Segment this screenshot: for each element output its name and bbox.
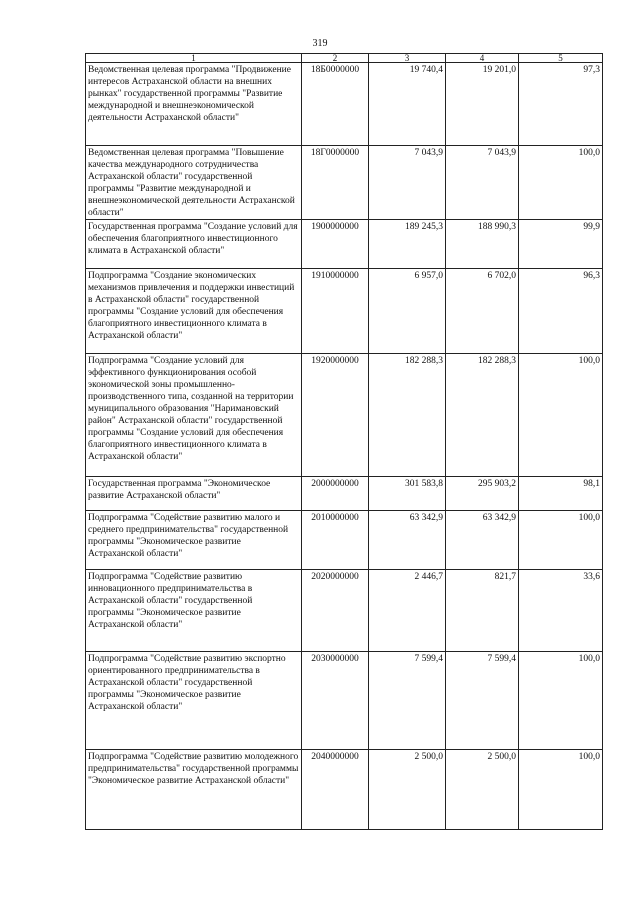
program-code-cell: 1910000000 [302, 269, 369, 354]
table-row [86, 354, 603, 477]
budget-table [85, 53, 603, 830]
program-name-cell: Ведомственная целевая программа "Повышение качества международного сотрудничества Астраханской области" государственной программы "Развитие международной и внешнеэкономической деятельности Астраханской области" [86, 146, 302, 220]
executed-amount-cell: 19 201,0 [446, 63, 519, 146]
column-header-2: 2 [302, 54, 369, 63]
column-header-3: 3 [369, 54, 446, 63]
program-code-cell: 2020000000 [302, 570, 369, 652]
execution-percent-cell: 100,0 [519, 750, 603, 830]
planned-amount-cell: 19 740,4 [369, 63, 446, 146]
program-code-cell: 1900000000 [302, 220, 369, 269]
program-name-cell: Государственная программа "Создание условий для обеспечения благоприятного инвестиционного климата в Астраханской области" [86, 220, 302, 269]
table-header-row [86, 54, 603, 63]
executed-amount-cell: 7 599,4 [446, 652, 519, 750]
program-name-cell: Подпрограмма "Содействие развитию молодежного предпринимательства" государственной программы "Экономическое развитие Астраханской области" [86, 750, 302, 830]
executed-amount-cell: 188 990,3 [446, 220, 519, 269]
executed-amount-cell: 821,7 [446, 570, 519, 652]
executed-amount-cell: 63 342,9 [446, 511, 519, 570]
execution-percent-cell: 100,0 [519, 146, 603, 220]
table-row [86, 220, 603, 269]
program-name-cell: Подпрограмма "Содействие развитию инновационного предпринимательства в Астраханской области" государственной программы "Экономическое развитие Астраханской области" [86, 570, 302, 652]
execution-percent-cell: 100,0 [519, 652, 603, 750]
page-number: 319 [312, 38, 328, 49]
executed-amount-cell: 6 702,0 [446, 269, 519, 354]
execution-percent-cell: 96,3 [519, 269, 603, 354]
program-name-cell: Подпрограмма "Создание экономических механизмов привлечения и поддержки инвестиций в Астраханской области" государственной программы "Создание условий для обеспечения благоприятного инвестиционного климата в Астраханской области" [86, 269, 302, 354]
column-header-1: 1 [86, 54, 302, 63]
program-name-cell: Подпрограмма "Создание условий для эффективного функционирования особой экономической зоны промышленно-производственного типа, созданной на территории муниципального образования "Наримановский район" Астраханской области" государственной программы "Создание условий для обеспечения благоприятного инвестиционного климата в Астраханской области" [86, 354, 302, 477]
program-name-cell: Ведомственная целевая программа "Продвижение интересов Астраханской области на внешних рынках" государственной программы "Развитие международной и внешнеэкономической деятельности Астраханской области" [86, 63, 302, 146]
program-code-cell: 18Г0000000 [302, 146, 369, 220]
program-code-cell: 2030000000 [302, 652, 369, 750]
execution-percent-cell: 97,3 [519, 63, 603, 146]
program-name-cell: Государственная программа "Экономическое развитие Астраханской области" [86, 477, 302, 511]
table-row [86, 269, 603, 354]
planned-amount-cell: 7 599,4 [369, 652, 446, 750]
planned-amount-cell: 6 957,0 [369, 269, 446, 354]
execution-percent-cell: 99,9 [519, 220, 603, 269]
column-header-5: 5 [519, 54, 603, 63]
planned-amount-cell: 182 288,3 [369, 354, 446, 477]
column-header-4: 4 [446, 54, 519, 63]
table-row [86, 146, 603, 220]
executed-amount-cell: 7 043,9 [446, 146, 519, 220]
planned-amount-cell: 2 446,7 [369, 570, 446, 652]
program-code-cell: 2000000000 [302, 477, 369, 511]
table-row [86, 750, 603, 830]
program-name-cell: Подпрограмма "Содействие развитию экспортно ориентированного предпринимательства в Астраханской области" государственной программы "Экономическое развитие Астраханской области" [86, 652, 302, 750]
table-row [86, 477, 603, 511]
planned-amount-cell: 189 245,3 [369, 220, 446, 269]
table-row [86, 63, 603, 146]
executed-amount-cell: 2 500,0 [446, 750, 519, 830]
program-code-cell: 2010000000 [302, 511, 369, 570]
planned-amount-cell: 301 583,8 [369, 477, 446, 511]
execution-percent-cell: 100,0 [519, 511, 603, 570]
program-code-cell: 2040000000 [302, 750, 369, 830]
planned-amount-cell: 2 500,0 [369, 750, 446, 830]
execution-percent-cell: 33,6 [519, 570, 603, 652]
program-name-cell: Подпрограмма "Содействие развитию малого и среднего предпринимательства" государственной программы "Экономическое развитие Астраханской области" [86, 511, 302, 570]
program-code-cell: 1920000000 [302, 354, 369, 477]
execution-percent-cell: 100,0 [519, 354, 603, 477]
program-code-cell: 18Б0000000 [302, 63, 369, 146]
executed-amount-cell: 295 903,2 [446, 477, 519, 511]
planned-amount-cell: 63 342,9 [369, 511, 446, 570]
executed-amount-cell: 182 288,3 [446, 354, 519, 477]
table-row [86, 570, 603, 652]
planned-amount-cell: 7 043,9 [369, 146, 446, 220]
execution-percent-cell: 98,1 [519, 477, 603, 511]
table-row [86, 511, 603, 570]
table-row [86, 652, 603, 750]
